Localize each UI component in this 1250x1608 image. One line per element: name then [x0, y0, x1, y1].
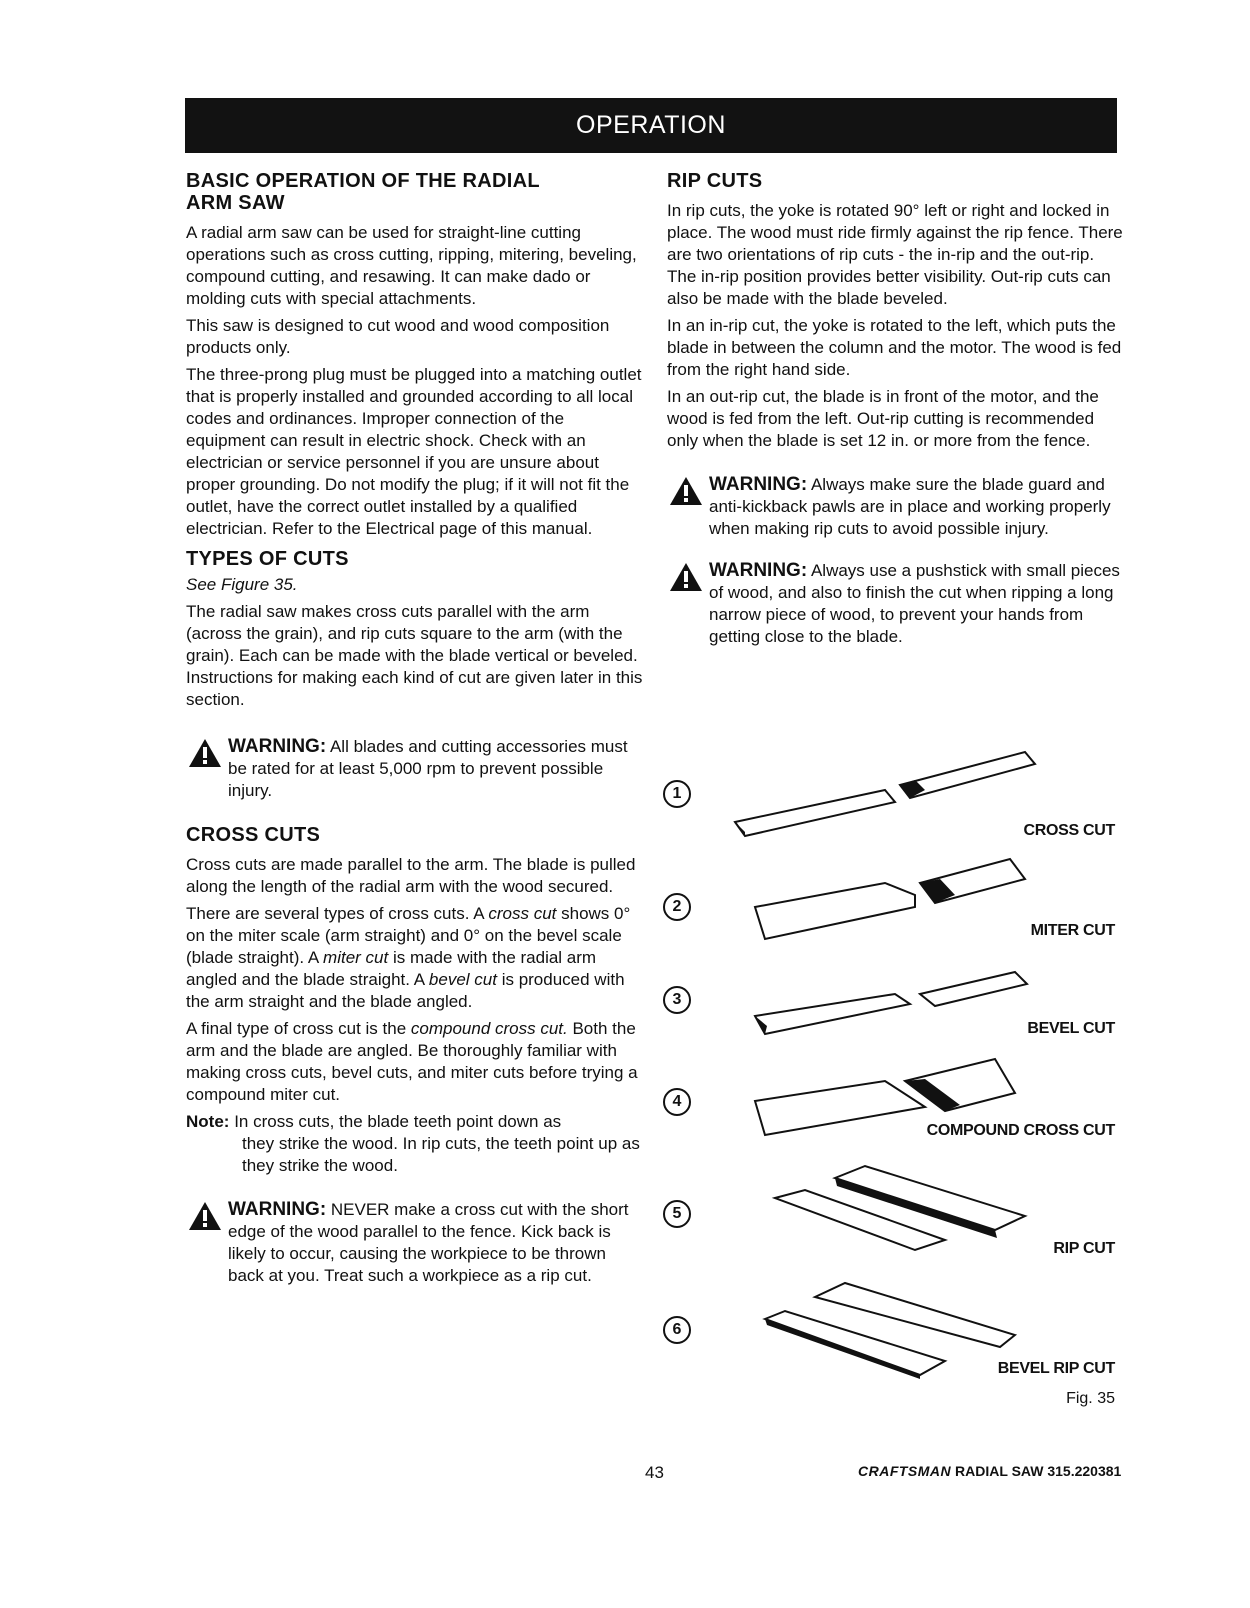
cross-cuts-heading: CROSS CUTS [186, 824, 321, 846]
warning-triangle-icon [669, 476, 703, 506]
miter-cut-label: MITER CUT [1030, 922, 1115, 939]
rip-cut-board-illustration [765, 1160, 1055, 1260]
footer-brand [858, 1463, 1121, 1479]
warning-triangle-icon [188, 1201, 222, 1231]
left-column [186, 170, 646, 1299]
figure-caption: Fig. 35 [1066, 1390, 1115, 1407]
figure-number-3: 3 [665, 988, 689, 1012]
basic-paragraph-1: A radial arm saw can be used for straight-line cutting operations such as cross cutting, ripping, mitering, beveling, compound cutting, and resawing. It can make dado or molding cuts with special attachments. [186, 223, 637, 308]
figure-number-6: 6 [665, 1318, 689, 1342]
types-paragraph: The radial saw makes cross cuts parallel with the arm (across the grain), and rip cuts square to the arm (with the grain). Each can be made with the blade vertical or beveled. Instructions for making each kind of cut are given later in this section. [186, 602, 643, 709]
bevel-cut-label: BEVEL CUT [1027, 1020, 1115, 1037]
rip-cuts-heading: RIP CUTS [667, 170, 763, 192]
rip-paragraph-2: In an in-rip cut, the yoke is rotated to the left, which puts the blade in between the column and the motor. The wood is fed from the right hand side. [667, 316, 1122, 379]
miter-cut-board-illustration [745, 855, 1045, 945]
warning-triangle-icon [669, 562, 703, 592]
figure-35-types-of-cuts [655, 750, 1135, 1430]
cross-paragraph-1: Cross cuts are made parallel to the arm. The blade is pulled along the length of the radial arm with the wood secured. [186, 855, 636, 896]
warning-short-edge: WARNING: NEVER make a cross cut with the short edge of the wood parallel to the fence. Kick back is likely to occur, causing the workpiece to be thrown back at you. Treat such a workpiece as a rip cut. [186, 1199, 646, 1287]
rip-cut-label: RIP CUT [1053, 1240, 1115, 1257]
cross-paragraph-3: A final type of cross cut is the compound cross cut. Both the arm and the blade are angled. Be thoroughly familiar with making cross cuts, bevel cuts, and miter cuts before trying a compound miter cut. [186, 1019, 638, 1104]
page-number: 43 [645, 1463, 664, 1482]
figure-number-1: 1 [665, 782, 689, 806]
warning-pushstick: WARNING: Always use a pushstick with small pieces of wood, and also to finish the cut when ripping a long narrow piece of wood, to prevent your hands from getting close to the blade. [667, 560, 1127, 648]
figure-number-2: 2 [665, 895, 689, 919]
basic-paragraph-3: The three-prong plug must be plugged into a matching outlet that is properly installed and grounded according to all local codes and ordinances. Improper connection of the equipment can result in electric shock. Check with an electrician or service personnel if you are unsure about proper grounding. Do not modify the plug; if it will not fit the outlet, have the correct outlet installed by a qualified electrician. Refer to the Electrical page of this manual. [186, 365, 642, 538]
model-number: RADIAL SAW 315.220381 [955, 1463, 1122, 1479]
rip-paragraph-3: In an out-rip cut, the blade is in front of the motor, and the wood is fed from the left. Out-rip cutting is recommended only when the blade is set 12 in. or more from the fence. [667, 387, 1099, 450]
warning-blade-guard: WARNING: Always make sure the blade guard and anti-kickback pawls are in place and working properly when making rip cuts to avoid possible injury. [667, 474, 1127, 540]
figure-number-4: 4 [665, 1090, 689, 1114]
bevel-rip-cut-label: BEVEL RIP CUT [997, 1360, 1115, 1377]
note-teeth-direction: Note: In cross cuts, the blade teeth point down as they strike the wood. In rip cuts, the teeth point up as they strike the wood. [186, 1112, 640, 1175]
section-title: OPERATION [576, 111, 726, 139]
basic-paragraph-2: This saw is designed to cut wood and wood composition products only. [186, 316, 610, 357]
cross-cut-board-illustration [725, 750, 1045, 840]
bevel-cut-board-illustration [745, 960, 1045, 1040]
figure-reference: See Figure 35. [186, 575, 298, 594]
craftsman-logo: CRAFTSMAN [858, 1463, 952, 1479]
page-header-banner [185, 98, 1117, 153]
types-of-cuts-heading: TYPES OF CUTS [186, 548, 349, 570]
compound-cross-cut-label: COMPOUND CROSS CUT [926, 1122, 1115, 1139]
figure-number-5: 5 [665, 1202, 689, 1226]
rip-paragraph-1: In rip cuts, the yoke is rotated 90° left or right and locked in place. The wood must ride firmly against the rip fence. There are two orientations of rip cuts - the in-rip and the out-rip. The in-rip position provides better visibility. Out-rip cuts can also be made with the blade beveled. [667, 201, 1123, 308]
cross-cut-label: CROSS CUT [1023, 822, 1115, 839]
basic-operation-heading: BASIC OPERATION OF THE RADIAL ARM SAW [186, 170, 540, 214]
warning-triangle-icon [188, 738, 222, 768]
warning-blade-rating: WARNING: All blades and cutting accessories must be rated for at least 5,000 rpm to prevent possible injury. [186, 736, 646, 802]
right-column [667, 170, 1127, 660]
cross-paragraph-2: There are several types of cross cuts. A cross cut shows 0° on the miter scale (arm straight) and 0° on the bevel scale (blade straight). A miter cut is made with the radial arm angled and the blade straight. A bevel cut is produced with the arm straight and the blade angled. [186, 904, 631, 1011]
